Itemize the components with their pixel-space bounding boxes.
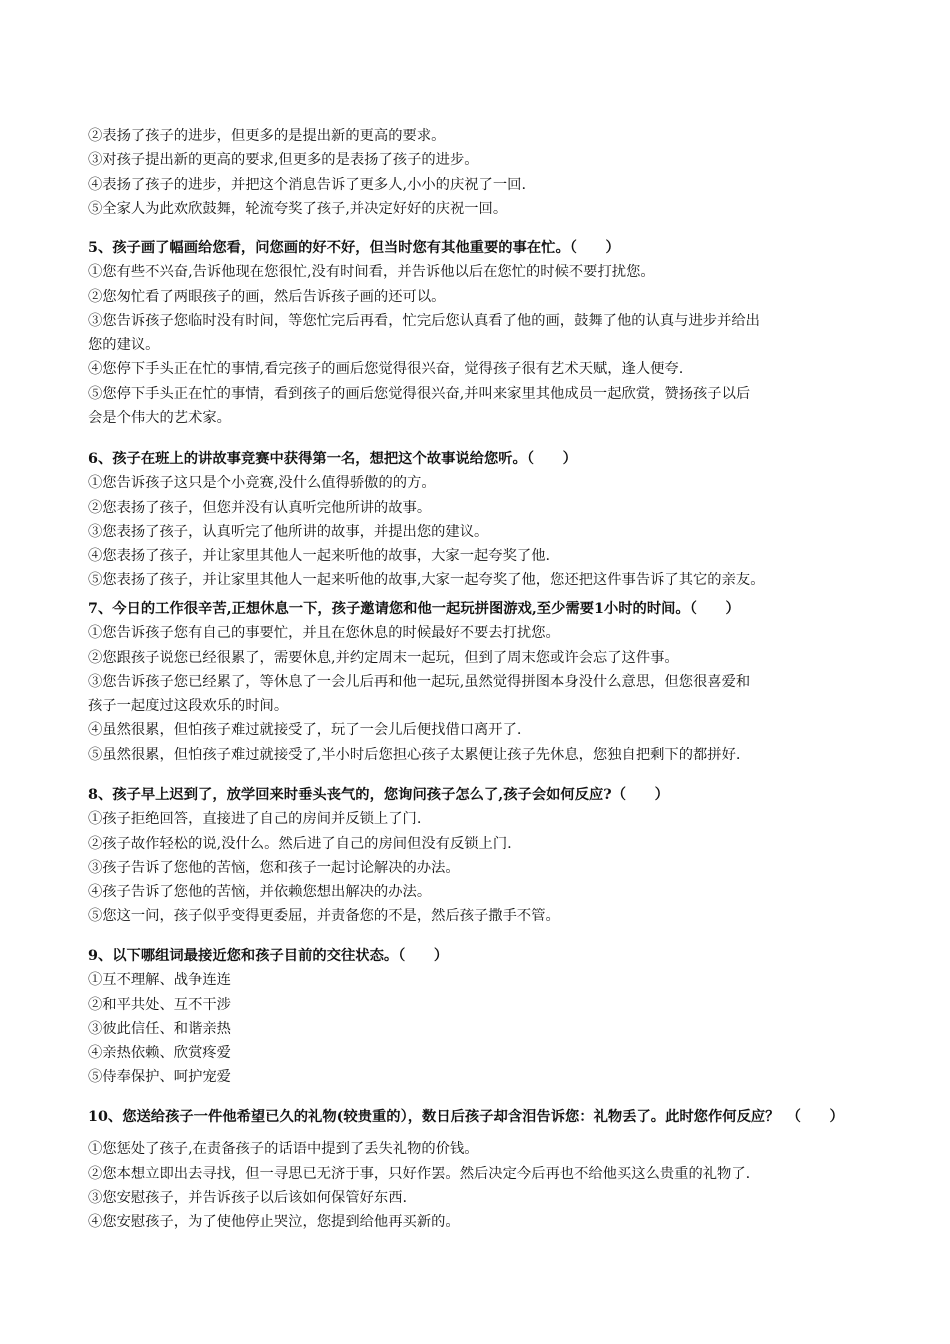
- option-line: ③对孩子提出新的更高的要求,但更多的是表扬了孩子的进步。: [88, 152, 479, 169]
- option-line: ⑤您停下手头正在忙的事情，看到孩子的画后您觉得很兴奋,并叫来家里其他成员一起欣赏，赞扬孩子以后: [88, 385, 751, 402]
- option-line: ④亲热依赖、欣赏疼爱: [88, 1045, 231, 1062]
- option-line: 孩子一起度过这段欢乐的时间。: [88, 698, 289, 715]
- option-line: ②您跟孩子说您已经很累了，需要休息,并约定周末一起玩，但到了周末您或许会忘了这件事。: [88, 649, 679, 666]
- question-6: [88, 447, 888, 593]
- option-line: ①您有些不兴奋,告诉他现在您很忙,没有时间看，并告诉他以后在您忙的时候不要打扰您。: [88, 264, 655, 281]
- question-9: [88, 944, 888, 1090]
- option-line: ①您惩处了孩子,在责备孩子的话语中提到了丢失礼物的价钱。: [88, 1141, 479, 1158]
- option-line: ⑤您表扬了孩子，并让家里其他人一起来听他的故事,大家一起夸奖了他，您还把这件事告诉了其它的亲友。: [88, 572, 765, 589]
- option-line: ③您安慰孩子，并告诉孩子以后该如何保管好东西.: [88, 1189, 408, 1206]
- option-line: ③您告诉孩子您临时没有时间，等您忙完后再看，忙完后您认真看了他的画，鼓舞了他的认真与进步并给出: [88, 312, 760, 329]
- option-line: ②孩子故作轻松的说,没什么。然后进了自己的房间但没有反锁上门.: [88, 835, 512, 852]
- option-line: ⑤侍奉保护、呵护宠爱: [88, 1069, 231, 1086]
- option-line: ④您停下手头正在忙的事情,看完孩子的画后您觉得很兴奋，觉得孩子很有艺术天赋，逢人便夸.: [88, 361, 684, 378]
- option-line: ②您表扬了孩子，但您并没有认真听完他所讲的故事。: [88, 499, 432, 516]
- option-line: ①互不理解、战争连连: [88, 972, 231, 989]
- option-line: 会是个伟大的艺术家。: [88, 410, 231, 427]
- question-5: [88, 236, 888, 430]
- question-title: 10、您送给孩子一件他希望已久的礼物(较贵重的），数日后孩子却含泪告诉您：礼物丢了。此时您作何反应？ （ ）: [88, 1109, 844, 1125]
- option-line: ③您表扬了孩子，认真听完了他所讲的故事，并提出您的建议。: [88, 523, 489, 540]
- option-line: ⑤全家人为此欢欣鼓舞，轮流夸奖了孩子,并决定好好的庆祝一回。: [88, 200, 508, 217]
- option-line: ③彼此信任、和谐亲热: [88, 1020, 231, 1037]
- question-4-options-tail: [88, 124, 888, 221]
- question-title: 8、孩子早上迟到了，放学回来时垂头丧气的，您询问孩子怎么了,孩子会如何反应?（ ）: [88, 787, 669, 803]
- option-line: ④虽然很累，但怕孩子难过就接受了，玩了一会儿后便找借口离开了.: [88, 722, 522, 739]
- option-line: ①您告诉孩子这只是个小竞赛,没什么值得骄傲的的方。: [88, 475, 436, 492]
- option-line: ③孩子告诉了您他的苦恼，您和孩子一起讨论解决的办法。: [88, 859, 460, 876]
- question-7: [88, 597, 888, 767]
- question-title: 5、孩子画了幅画给您看，问您画的好不好，但当时您有其他重要的事在忙。（ ）: [88, 240, 620, 256]
- option-line: ④表扬了孩子的进步，并把这个消息告诉了更多人,小小的庆祝了一回.: [88, 176, 526, 193]
- option-line: ④孩子告诉了您他的苦恼，并依赖您想出解决的办法。: [88, 884, 432, 901]
- option-line: ①您告诉孩子您有自己的事要忙，并且在您休息的时候最好不要去打扰您。: [88, 625, 560, 642]
- option-line: ⑤虽然很累，但怕孩子难过就接受了,半小时后您担心孩子太累便让孩子先休息，您独自把剩下的都拼好.: [88, 746, 741, 763]
- option-line: ①孩子拒绝回答，直接进了自己的房间并反锁上了门.: [88, 811, 422, 828]
- option-line: 您的建议。: [88, 337, 160, 354]
- option-line: ④您表扬了孩子，并让家里其他人一起来听他的故事，大家一起夸奖了他.: [88, 548, 551, 565]
- option-line: ②您本想立即出去寻找，但一寻思已无济于事，只好作罢。然后决定今后再也不给他买这么贵重的礼物了.: [88, 1165, 751, 1182]
- option-line: ⑤您这一问，孩子似乎变得更委屈，并责备您的不是，然后孩子撒手不管。: [88, 908, 560, 925]
- question-title: 7、今日的工作很辛苦,正想休息一下，孩子邀请您和他一起玩拼图游戏,至少需要1小时的时间。（ ）: [88, 601, 740, 617]
- option-line: ②表扬了孩子的进步，但更多的是提出新的更高的要求。: [88, 128, 446, 144]
- question-10: [88, 1105, 888, 1234]
- question-title: 9、以下哪组词最接近您和孩子目前的交往状态。（ ）: [88, 948, 449, 964]
- option-line: ④您安慰孩子，为了使他停止哭泣，您提到给他再买新的。: [88, 1214, 460, 1231]
- option-line: ③您告诉孩子您已经累了，等休息了一会儿后再和他一起玩,虽然觉得拼图本身没什么意思，但您很喜爱和: [88, 673, 751, 690]
- question-title: 6、孩子在班上的讲故事竞赛中获得第一名，想把这个故事说给您听。（ ）: [88, 451, 577, 467]
- option-line: ②您匆忙看了两眼孩子的画，然后告诉孩子画的还可以。: [88, 288, 446, 305]
- question-8: [88, 783, 888, 929]
- option-line: ②和平共处、互不干涉: [88, 996, 231, 1013]
